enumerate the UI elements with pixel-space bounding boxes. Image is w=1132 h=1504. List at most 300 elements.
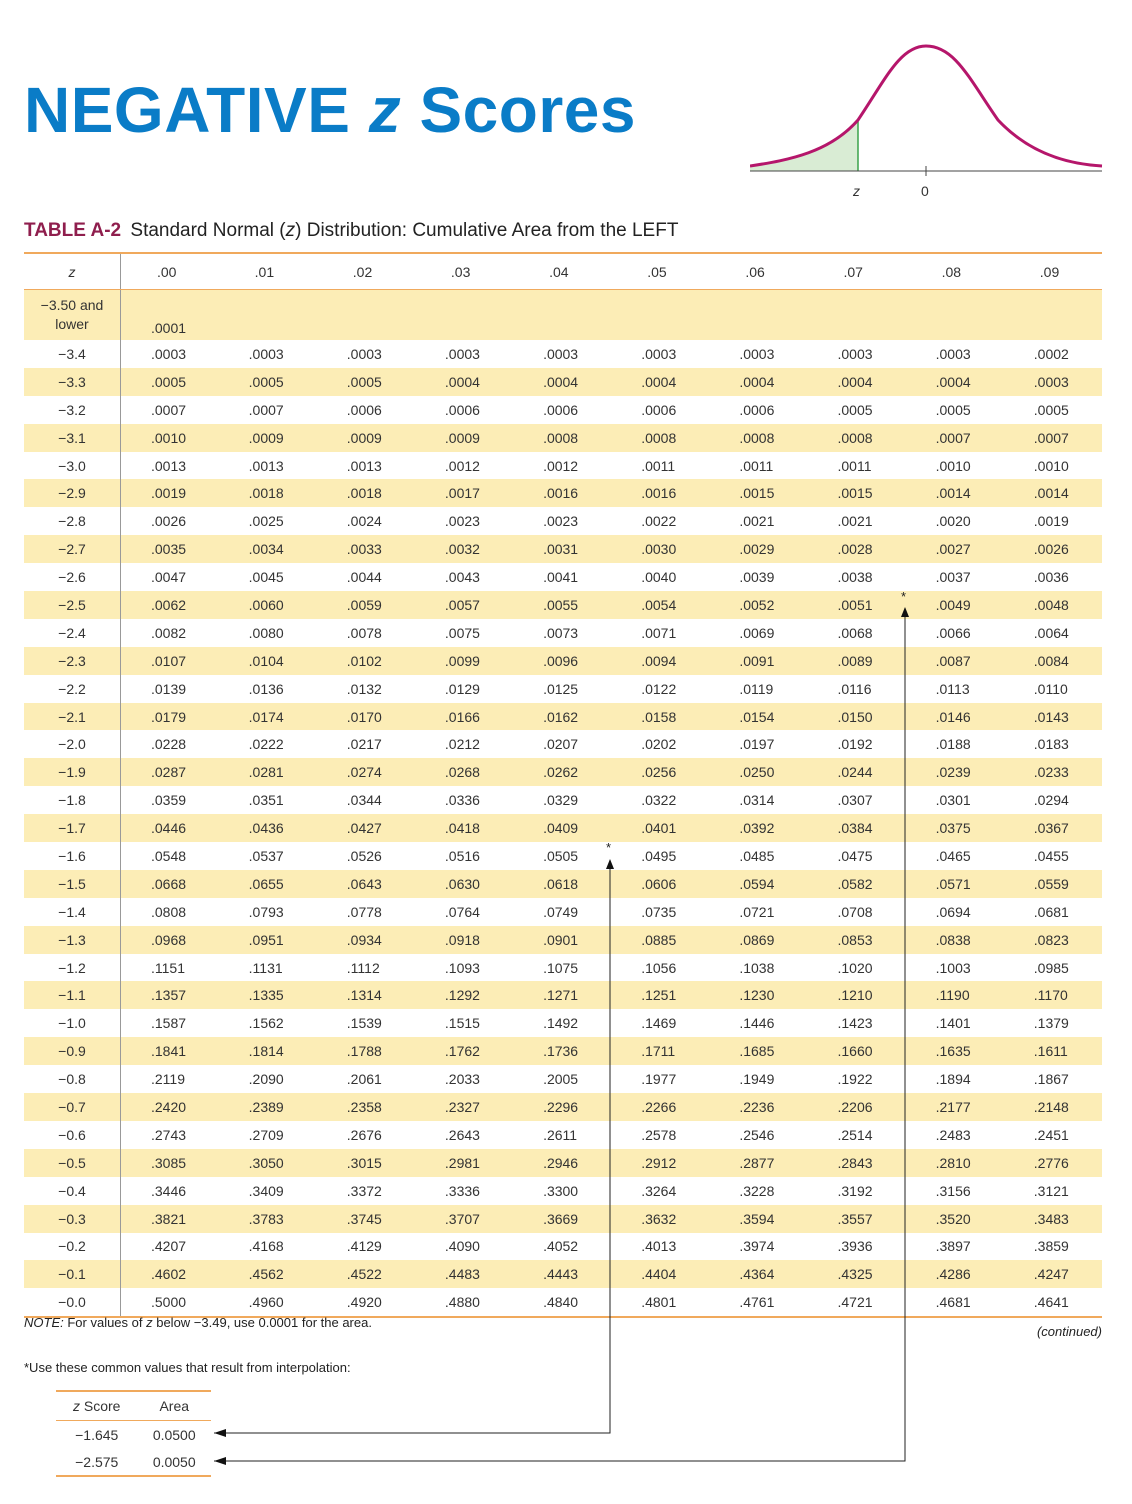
value-cell: .0239 (906, 758, 1004, 786)
value-cell: .0125 (543, 680, 579, 697)
value-cell: .0764 (444, 903, 480, 920)
value-cell: .4090 (444, 1238, 480, 1255)
value-cell: .0064 (1033, 624, 1069, 641)
value-cell: .0002 (1033, 345, 1069, 362)
value-cell: .0007 (151, 401, 187, 418)
value-cell: .1230 (709, 981, 807, 1009)
table-row (24, 1288, 1102, 1317)
value-cell: .0040 (641, 569, 677, 586)
value-cell: .0475 (837, 847, 873, 864)
value-cell: .0022 (641, 513, 677, 530)
value-cell: .3085 (121, 1149, 219, 1177)
interp-row (56, 1421, 211, 1449)
table-row-first (24, 290, 1102, 341)
interp-area-cell: 0.0050 (152, 1453, 196, 1470)
value-cell: .1788 (317, 1037, 415, 1065)
interpolation-note: *Use these common values that result from interpolation: (24, 1360, 351, 1375)
column-header: .08 (906, 253, 1004, 290)
value-cell: .0011 (837, 457, 872, 474)
value-cell: .0009 (415, 424, 513, 452)
value-cell: .2578 (641, 1126, 677, 1143)
caption-z: z (285, 220, 296, 241)
interp-z-cell: −2.575 (75, 1453, 119, 1470)
value-cell: .1492 (543, 1015, 579, 1032)
table-row (24, 619, 1102, 647)
value-cell: .0606 (611, 870, 709, 898)
value-cell: .0011 (739, 457, 774, 474)
value-cell: .0113 (935, 680, 970, 697)
value-cell: .0681 (1033, 903, 1069, 920)
value-cell: .0012 (444, 457, 480, 474)
value-cell: .2148 (1004, 1093, 1102, 1121)
value-cell: .2236 (709, 1093, 807, 1121)
value-cell: .0047 (151, 569, 187, 586)
value-cell: .1401 (935, 1015, 971, 1032)
value-cell: .2327 (415, 1093, 513, 1121)
value-cell: .0010 (1033, 457, 1069, 474)
value-cell: .2177 (906, 1093, 1004, 1121)
value-cell: .0274 (317, 758, 415, 786)
value-cell: .0004 (807, 368, 905, 396)
value-cell: .4522 (317, 1260, 415, 1288)
z-cell: −2.9 (24, 479, 121, 507)
value-cell: .0013 (346, 457, 382, 474)
value-cell: .0465 (935, 847, 971, 864)
value-cell: .0005 (837, 401, 873, 418)
value-cell: .2119 (151, 1071, 185, 1088)
value-cell: .3121 (1033, 1182, 1069, 1199)
value-cell: .4761 (739, 1294, 775, 1311)
value-cell: .1711 (611, 1037, 709, 1065)
interp-row (56, 1448, 211, 1476)
value-cell: .0084 (1004, 647, 1102, 675)
table-caption (24, 220, 678, 242)
value-cell: .0314 (739, 792, 775, 809)
z-cell-line2: lower (55, 316, 89, 332)
value-cell: .0075 (444, 624, 480, 641)
value-cell: .0032 (415, 535, 513, 563)
value-cell: .0023 (444, 513, 480, 530)
value-cell: .0005 (1033, 401, 1069, 418)
value-cell: .4880 (444, 1294, 480, 1311)
value-cell: .0043 (444, 569, 480, 586)
value-cell: .0495 (641, 847, 677, 864)
value-cell: .0028 (807, 535, 905, 563)
value-cell: .1611 (1004, 1037, 1102, 1065)
value-cell: .1170 (1004, 981, 1102, 1009)
note-text-after: below −3.49, use 0.0001 for the area. (152, 1315, 372, 1330)
value-cell: .1292 (415, 981, 513, 1009)
value-cell: .0885 (611, 926, 709, 954)
value-cell: .0655 (219, 870, 317, 898)
interp-area-header: Area (137, 1391, 211, 1421)
z-cell: −2.4 (24, 619, 121, 647)
value-cell: .0039 (739, 569, 775, 586)
value-cell: .0078 (346, 624, 382, 641)
z-cell: −3.3 (24, 368, 121, 396)
value-cell: .0025 (248, 513, 284, 530)
value-cell: .3783 (219, 1205, 317, 1233)
column-header: .00 (121, 253, 219, 290)
value-cell: .0351 (248, 792, 284, 809)
value-cell: .3594 (709, 1205, 807, 1233)
column-header: .02 (317, 253, 415, 290)
value-cell: .0087 (906, 647, 1004, 675)
value-cell: .0427 (317, 814, 415, 842)
value-cell: .0116 (837, 680, 872, 697)
z-cell: −2.7 (24, 535, 121, 563)
value-cell: .4562 (219, 1260, 317, 1288)
value-cell: .0096 (513, 647, 611, 675)
value-cell: .1075 (543, 959, 579, 976)
z-cell: −0.7 (24, 1093, 121, 1121)
value-cell: .0119 (739, 680, 774, 697)
value-cell: .3897 (935, 1238, 971, 1255)
z-cell: −3.4 (24, 340, 121, 368)
asterisk-marker-1645: * (606, 840, 612, 855)
value-cell: .0037 (935, 569, 971, 586)
value-cell: .0150 (807, 703, 905, 731)
value-cell: .0062 (121, 591, 219, 619)
value-cell: .2266 (611, 1093, 709, 1121)
value-cell: .0015 (807, 479, 905, 507)
value-cell: .0003 (935, 345, 971, 362)
z-cell: −0.3 (24, 1205, 121, 1233)
value-cell: .1635 (906, 1037, 1004, 1065)
value-cell: .0262 (513, 758, 611, 786)
value-cell: .3859 (1033, 1238, 1069, 1255)
value-cell: .0003 (248, 345, 284, 362)
table-row (24, 1205, 1102, 1233)
value-cell: .0951 (219, 926, 317, 954)
value-cell: .0007 (1004, 424, 1102, 452)
value-cell: .0016 (611, 479, 709, 507)
value-cell: .0006 (641, 401, 677, 418)
value-cell: .0008 (611, 424, 709, 452)
value-cell: .1038 (739, 959, 775, 976)
value-cell: .0021 (739, 513, 775, 530)
value-cell: .0041 (543, 569, 579, 586)
page-title (24, 70, 636, 150)
value-cell: .1190 (906, 981, 1004, 1009)
value-cell: .3707 (415, 1205, 513, 1233)
value-cell: .1841 (121, 1037, 219, 1065)
value-cell: .1762 (415, 1037, 513, 1065)
value-cell: .0322 (641, 792, 677, 809)
value-cell: .0179 (121, 703, 219, 731)
value-cell: .0008 (513, 424, 611, 452)
value-cell: .0281 (219, 758, 317, 786)
value-cell: .1112 (346, 959, 380, 976)
value-cell: .0401 (611, 814, 709, 842)
z-column-header: z (24, 253, 121, 290)
value-cell: .1685 (709, 1037, 807, 1065)
value-cell: .0170 (317, 703, 415, 731)
value-cell: .0455 (1033, 847, 1069, 864)
value-cell: .0721 (739, 903, 775, 920)
value-cell: .0392 (709, 814, 807, 842)
table-row (24, 479, 1102, 507)
table-row (24, 1149, 1102, 1177)
value-cell: .0694 (935, 903, 971, 920)
value-cell: .2206 (807, 1093, 905, 1121)
value-cell: .2810 (906, 1149, 1004, 1177)
curve-zero-label: 0 (921, 183, 929, 199)
value-cell: .0301 (935, 792, 971, 809)
value-cell: .0023 (543, 513, 579, 530)
z-cell: −2.5 (24, 591, 121, 619)
value-cell: .0222 (248, 736, 284, 753)
value-cell: .0038 (837, 569, 873, 586)
value-cell: .2358 (317, 1093, 415, 1121)
table-note (24, 1315, 372, 1330)
normal-curve-figure (750, 40, 1105, 205)
value-cell: .2776 (1004, 1149, 1102, 1177)
value-cell: .0838 (906, 926, 1004, 954)
value-cell: .0005 (935, 401, 971, 418)
value-cell: .0089 (807, 647, 905, 675)
value-cell: .3483 (1004, 1205, 1102, 1233)
value-cell: .1922 (837, 1071, 873, 1088)
value-cell: .2981 (415, 1149, 513, 1177)
table-row (24, 1009, 1102, 1037)
table-row (24, 758, 1102, 786)
value-cell: .3974 (739, 1238, 775, 1255)
value-cell: .1020 (837, 959, 873, 976)
value-cell: .0005 (317, 368, 415, 396)
z-cell: −1.3 (24, 926, 121, 954)
value-cell: .1867 (1033, 1071, 1069, 1088)
value-cell: .0030 (611, 535, 709, 563)
value-cell: .4364 (709, 1260, 807, 1288)
value-cell: .2546 (739, 1126, 775, 1143)
table-row (24, 703, 1102, 731)
table-row (24, 507, 1102, 535)
value-cell: .0003 (837, 345, 873, 362)
z-cell: −2.2 (24, 675, 121, 703)
value-cell: .0015 (709, 479, 807, 507)
value-cell: .0080 (248, 624, 284, 641)
value-cell: .4404 (611, 1260, 709, 1288)
value-cell: .0016 (513, 479, 611, 507)
title-prefix: NEGATIVE (24, 74, 351, 146)
value-cell: .0166 (415, 703, 513, 731)
value-cell: .0052 (709, 591, 807, 619)
value-cell: .0548 (151, 847, 187, 864)
value-cell: .1271 (513, 981, 611, 1009)
value-cell: .0359 (151, 792, 187, 809)
arrowhead-left-1645 (214, 1429, 226, 1437)
table-row (24, 340, 1102, 368)
value-cell: .2451 (1033, 1126, 1069, 1143)
value-cell: .0344 (346, 792, 382, 809)
table-row (24, 424, 1102, 452)
value-cell: .3228 (739, 1182, 775, 1199)
value-cell: .4721 (837, 1294, 873, 1311)
z-cell: −1.0 (24, 1009, 121, 1037)
value-cell: .3264 (641, 1182, 677, 1199)
value-cell: .0091 (709, 647, 807, 675)
value-cell: .0009 (219, 424, 317, 452)
z-cell: −3.1 (24, 424, 121, 452)
column-header: .06 (709, 253, 807, 290)
arrowhead-left-2575 (214, 1457, 226, 1465)
column-header: .04 (513, 253, 611, 290)
title-suffix: Scores (419, 74, 636, 146)
value-cell: .0008 (807, 424, 905, 452)
value-cell: .2420 (121, 1093, 219, 1121)
value-cell: .1660 (807, 1037, 905, 1065)
empty-cell (317, 290, 415, 341)
value-cell: .0071 (641, 624, 677, 641)
value-cell: .1423 (837, 1015, 873, 1032)
value-cell: .0045 (248, 569, 284, 586)
value-cell: .0044 (346, 569, 382, 586)
value-cell: .4207 (151, 1238, 187, 1255)
value-cell: .4920 (346, 1294, 382, 1311)
value-cell: .0409 (513, 814, 611, 842)
value-cell: .0129 (444, 680, 480, 697)
z-cell: −0.2 (24, 1233, 121, 1261)
value-cell: .1446 (739, 1015, 775, 1032)
value-cell: .1469 (641, 1015, 677, 1032)
value-cell: .0212 (444, 736, 480, 753)
empty-cell (709, 290, 807, 341)
value-cell: .0188 (935, 736, 971, 753)
value-cell: .0104 (219, 647, 317, 675)
value-cell: .0122 (641, 680, 677, 697)
z-cell: −1.2 (24, 954, 121, 982)
interp-z-header-z: z (73, 1398, 80, 1414)
z-cell: −2.1 (24, 703, 121, 731)
table-row (24, 842, 1102, 870)
value-cell: .0094 (611, 647, 709, 675)
value-cell: .3557 (807, 1205, 905, 1233)
value-cell: .4840 (543, 1294, 579, 1311)
note-text-before: For values of (63, 1315, 147, 1330)
value-cell: .0183 (1033, 736, 1069, 753)
empty-cell (513, 290, 611, 341)
table-body (24, 290, 1102, 1318)
value-cell: .2912 (611, 1149, 709, 1177)
z-cell: −1.4 (24, 898, 121, 926)
z-cell (24, 290, 121, 341)
value-cell: .0384 (807, 814, 905, 842)
value-cell: .0287 (121, 758, 219, 786)
value-cell: .0011 (641, 457, 676, 474)
value-cell: .0244 (807, 758, 905, 786)
value-cell: .2877 (709, 1149, 807, 1177)
table-row (24, 954, 1102, 982)
value-cell: .0073 (543, 624, 579, 641)
value-cell: .0630 (415, 870, 513, 898)
table-row (24, 563, 1102, 591)
value-cell: .0034 (219, 535, 317, 563)
z-cell: −1.8 (24, 786, 121, 814)
value-cell: .0526 (346, 847, 382, 864)
value-cell: .0020 (935, 513, 971, 530)
z-cell: −0.0 (24, 1288, 121, 1317)
value-cell: .0329 (543, 792, 579, 809)
value-cell: .0139 (151, 680, 187, 697)
table-row (24, 591, 1102, 619)
value-cell: .0035 (121, 535, 219, 563)
value-cell: .0068 (837, 624, 873, 641)
table-row (24, 675, 1102, 703)
interp-z-cell: −1.645 (75, 1426, 119, 1443)
value-cell: .0901 (513, 926, 611, 954)
value-cell: .3156 (935, 1182, 971, 1199)
value-cell: .0934 (317, 926, 415, 954)
value-cell: .0571 (906, 870, 1004, 898)
value-cell: .0026 (1004, 535, 1102, 563)
value-cell: .0024 (346, 513, 382, 530)
value-cell: .3372 (346, 1182, 382, 1199)
value-cell: .0136 (248, 680, 284, 697)
value-cell: .0051 (807, 591, 905, 619)
value-cell: .0516 (444, 847, 480, 864)
table-row (24, 898, 1102, 926)
z-cell: −1.7 (24, 814, 121, 842)
value-cell: .0207 (543, 736, 579, 753)
value-cell: .2611 (543, 1126, 578, 1143)
value-cell: .0174 (219, 703, 317, 731)
table-row (24, 1093, 1102, 1121)
z-cell: −2.0 (24, 730, 121, 758)
value-cell: .0019 (121, 479, 219, 507)
value-cell: .0099 (415, 647, 513, 675)
value-cell: .0004 (513, 368, 611, 396)
value-cell: .0006 (346, 401, 382, 418)
interpolation-table (56, 1390, 211, 1477)
interp-z-score-header (56, 1391, 137, 1421)
value-cell: .0375 (906, 814, 1004, 842)
value-cell: .0192 (837, 736, 873, 753)
column-header: .01 (219, 253, 317, 290)
table-row (24, 452, 1102, 480)
value-cell: .4325 (807, 1260, 905, 1288)
value-cell: .0018 (219, 479, 317, 507)
value-cell: .0012 (543, 457, 579, 474)
value-cell: .0197 (739, 736, 775, 753)
value-cell: .0048 (1004, 591, 1102, 619)
value-cell: .0006 (543, 401, 579, 418)
value-cell: .0110 (1033, 680, 1068, 697)
curve-z-label: z (853, 183, 860, 199)
interp-area-cell: 0.0500 (152, 1426, 196, 1443)
value-cell: .0485 (739, 847, 775, 864)
value-cell: .0869 (709, 926, 807, 954)
value-cell: .0003 (151, 345, 187, 362)
value-cell: .4286 (906, 1260, 1004, 1288)
value-cell: .1562 (248, 1015, 284, 1032)
value-cell: .2483 (935, 1126, 971, 1143)
value-cell: .4960 (248, 1294, 284, 1311)
z-cell: −0.5 (24, 1149, 121, 1177)
column-header: .09 (1004, 253, 1102, 290)
table-row (24, 814, 1102, 842)
value-cell: .3192 (837, 1182, 873, 1199)
value-cell: .2296 (513, 1093, 611, 1121)
value-cell: .0069 (739, 624, 775, 641)
value-cell: .0594 (709, 870, 807, 898)
column-header: .03 (415, 253, 513, 290)
value-cell: .0793 (248, 903, 284, 920)
z-cell: −0.4 (24, 1177, 121, 1205)
note-label: NOTE: (24, 1315, 64, 1330)
z-cell: −1.6 (24, 842, 121, 870)
value-cell: .1587 (151, 1015, 187, 1032)
